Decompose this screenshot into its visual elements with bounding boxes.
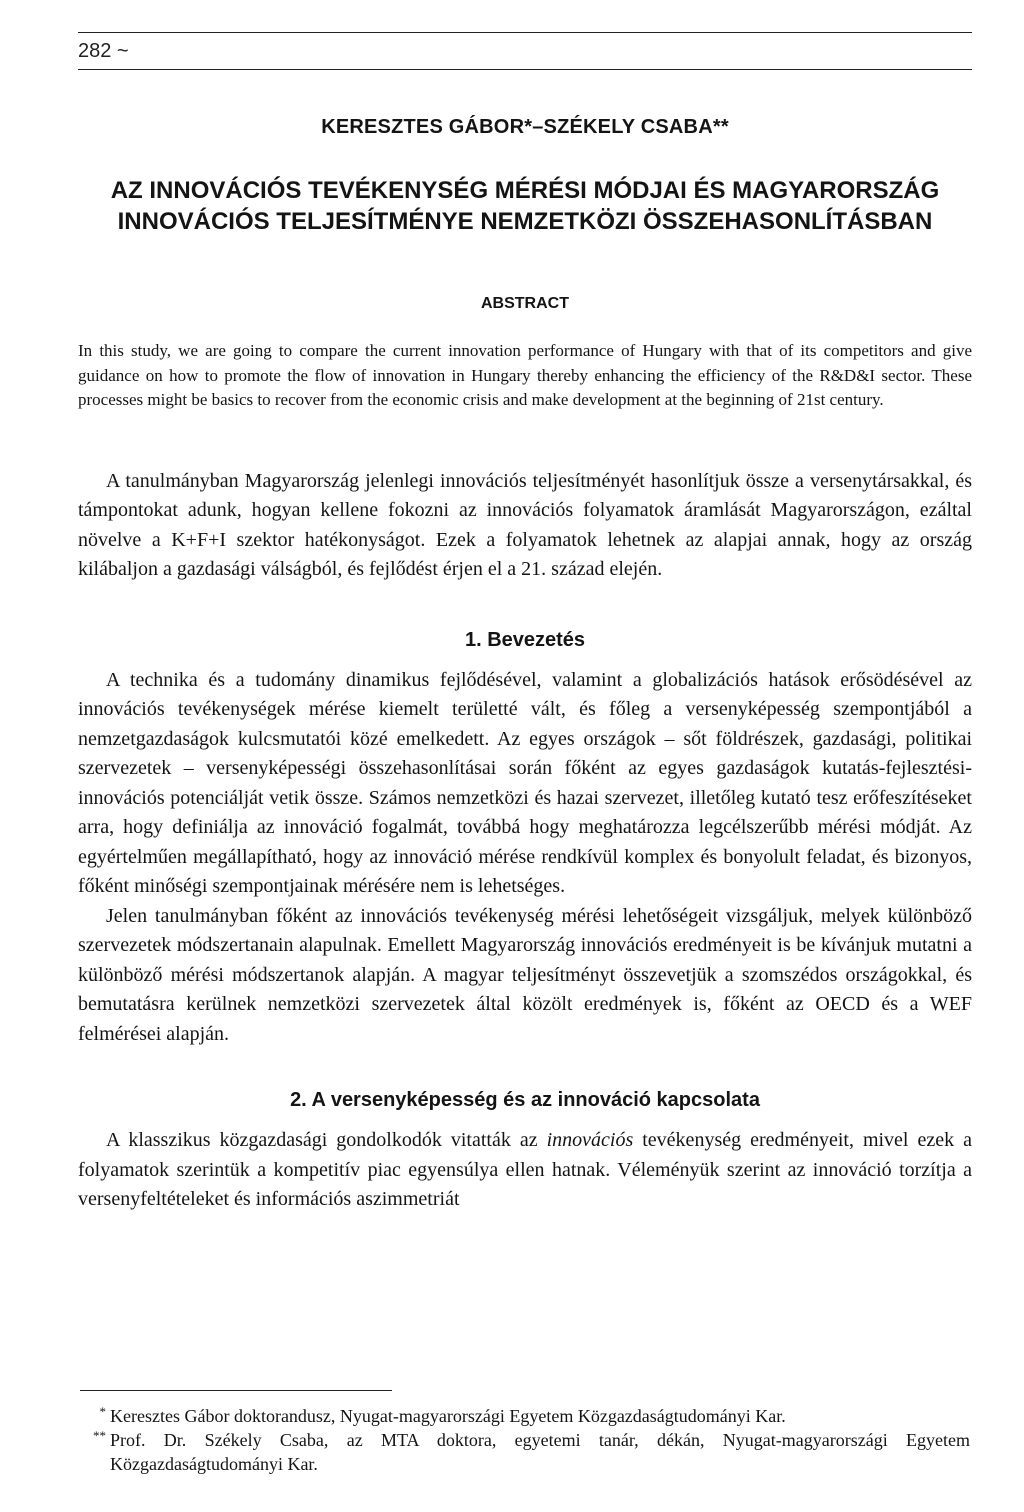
running-head — [78, 32, 972, 70]
section-2-heading: 2. A versenyképesség és az innováció kapcsolata — [290, 1089, 760, 1111]
author-2: SZÉKELY CSABA** — [543, 116, 729, 138]
author-1: KERESZTES GÁBOR* — [321, 116, 533, 138]
abstract-heading: ABSTRACT — [481, 295, 569, 312]
section-1-heading: 1. Bevezetés — [464, 628, 586, 651]
paper-title — [78, 175, 972, 237]
footnote-1 — [80, 1404, 970, 1428]
footnote-1-text: Keresztes Gábor doktorandusz, Nyugat-magyarországi Egyetem Közgazdaságtudományi Kar. — [110, 1406, 786, 1426]
section-1-paragraph-1: A technika és a tudomány dinamikus fejlődésével, valamint a globalizációs hatások erősödésével az innovációs tevékenységek mérése kiemelt területté vált, és főleg a versenyképesség szempontjából a nemzetgazdaságok kulcsmutatói közé emelkedett. Az egyes országok – sőt földrészek, gazdasági, politikai szervezetek – versenyképességi összehasonlításai során főként az egyes gazdaságok kutatás-fejlesztési-innovációs potenciálját vetik össze. Számos nemzetközi és hazai szervezet, illetőleg kutató tesz erőfeszítéseket arra, hogy definiálja az innováció fogalmát, továbbá hogy meghatározza legcélszerűbb mérési módját. Az egyértelműen megállapítható, hogy az innováció mérése rendkívül komplex és bonyolult feladat, és bizonyos, főként minőségi szempontjainak mérésére nem is lehetséges. — [78, 668, 972, 897]
section-2-text-end: tevékenység eredményeit, mivel ezek a folyamatok szerintük a kompetitív piac egyensúlya ellen hatnak. Véleményük szerint az innováció torzítja a versenyfeltételeket és információs aszimmetriát — [78, 1129, 972, 1210]
abstract-hungarian: A tanulmányban Magyarország jelenlegi innovációs teljesítményét hasonlítjuk össze a versenytársakkal, és támpontokat adunk, hogyan kellene fokozni az innovációs folyamatok áramlását Magyarországon, ezáltal növelve a K+F+I szektor hatékonyságot. Ezek a folyamatok lehetnek az alapjai annak, hogy az ország kilábaljon a gazdasági válságból, és fejlődést érjen el a 21. század elején. — [78, 469, 972, 580]
footnote-2-text: Prof. Dr. Székely Csaba, az MTA doktora, egyetemi tanár, dékán, Nyugat-magyarországi Egyetem Közgazdaságtudományi Kar. — [110, 1430, 970, 1474]
title-line-1: AZ INNOVÁCIÓS TEVÉKENYSÉG MÉRÉSI MÓDJAI ÉS MAGYARORSZÁG — [110, 177, 940, 204]
abstract-english: In this study, we are going to compare the current innovation performance of Hungary with that of its competitors and give guidance on how to promote the flow of innovation in Hungary thereby enhancing the efficiency of the R&D&I sector. These processes might be basics to recover from the economic crisis and make development at the beginning of 21st century. — [78, 341, 972, 409]
footnote-2 — [80, 1428, 970, 1476]
section-2-italic-term: innovációs — [546, 1129, 634, 1151]
footnote-1-mark: * — [99, 1404, 106, 1419]
author-line — [78, 116, 972, 139]
section-1-paragraph-2: Jelen tanulmányban főként az innovációs tevékenység mérési lehetőségeit vizsgáljuk, melyek különböző szervezetek módszertanain alapulnak. Emellett Magyarország innovációs eredményeit is be kívánjuk mutatni a különböző mérési módszertanok alapján. A magyar teljesítményt összevetjük a szomszédos országokkal, és bemutatásra kerülnek nemzetközi szervezetek által közölt eredmények is, főként az OECD és a WEF felmérései alapján. — [78, 904, 972, 1045]
page — [78, 24, 972, 1215]
section-2-paragraph-1 — [78, 1126, 972, 1215]
footnote-2-mark: ** — [93, 1428, 106, 1443]
page-number: 282 ~ — [78, 39, 129, 62]
section-2-text-start: A klasszikus közgazdasági gondolkodók vitatták az — [106, 1129, 547, 1151]
footnote-divider — [80, 1390, 392, 1391]
title-line-2: INNOVÁCIÓS TELJESÍTMÉNYE NEMZETKÖZI ÖSSZEHASONLÍTÁSBAN — [117, 208, 933, 235]
footnotes — [80, 1404, 970, 1476]
author-separator: – — [532, 116, 544, 138]
